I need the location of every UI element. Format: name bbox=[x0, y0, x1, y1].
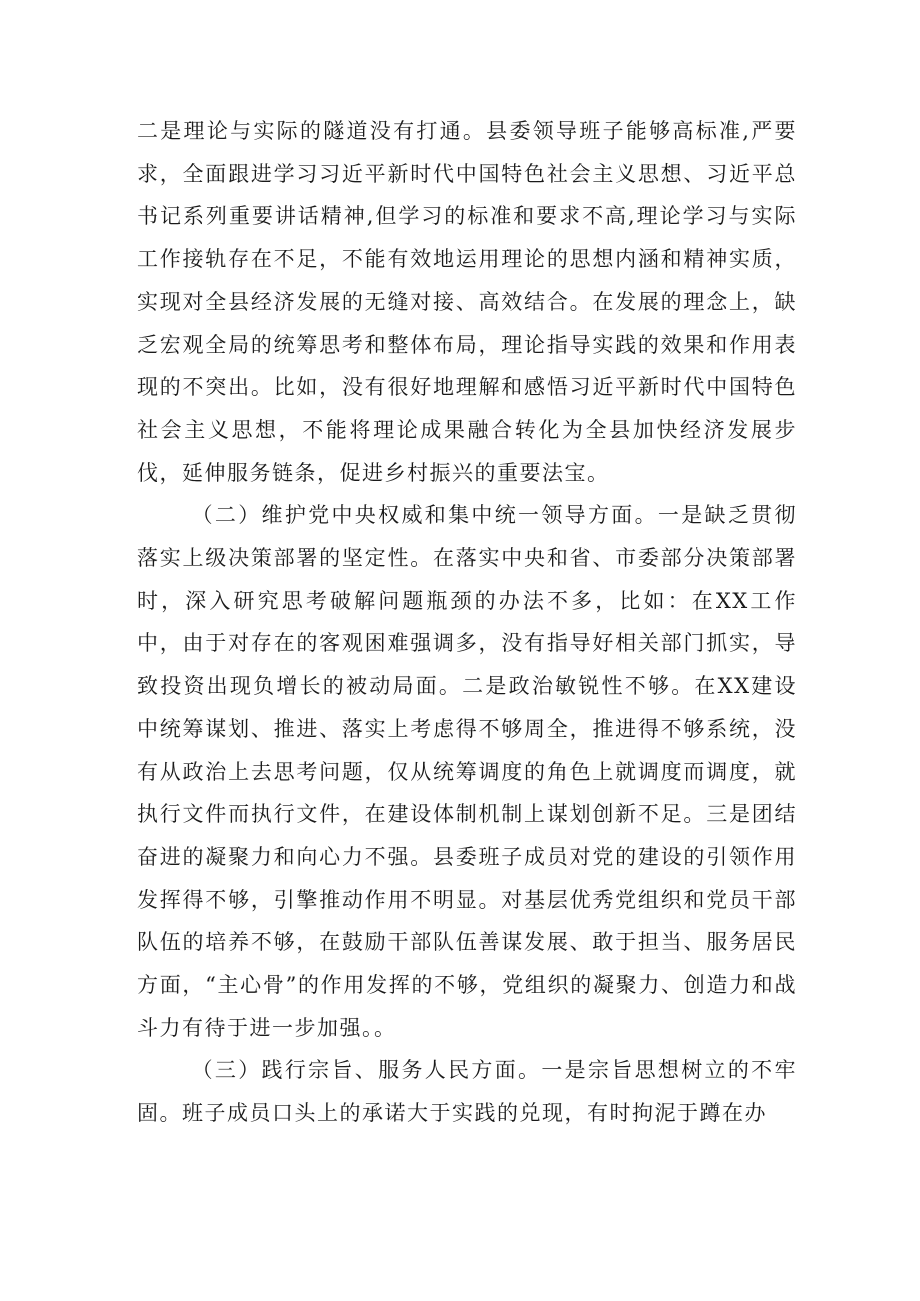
paragraph-serve-people: （三）践行宗旨、服务人民方面。一是宗旨思想树立的不牢固。班子成员口头上的承诺大于实践的兑现，有时拘泥于蹲在办 bbox=[137, 1058, 797, 1126]
paragraph-party-authority: （二）维护党中央权威和集中统一领导方面。一是缺乏贯彻落实上级决策部署的坚定性。在落实中央和省、市委部分决策部署时，深入研究思考破解问题瓶颈的办法不多，比如：在XX工作中，由于对存在的客观困难强调多，没有指导好相关部门抓实，导致投资出现负增长的被动局面。二是政治敏锐性不够。在XX建设中统筹谋划、推进、落实上考虑得不够周全，推进得不够系统，没有从政治上去思考问题，仅从统筹调度的角色上就调度而调度，就执行文件而执行文件，在建设体制机制上谋划创新不足。三是团结奋进的凝聚力和向心力不强。县委班子成员对党的建设的引领作用发挥得不够，引擎推动作用不明显。对基层优秀党组织和党员干部队伍的培养不够，在鼓励干部队伍善谋发展、敢于担当、服务居民方面，“主心骨”的作用发挥的不够，党组织的凝聚力、创造力和战斗力有待于进一步加强。。 bbox=[137, 503, 797, 1040]
document-body bbox=[137, 110, 797, 1135]
paragraph-theory-practice: 二是理论与实际的隧道没有打通。县委领导班子能够高标准,严要求，全面跟进学习习近平新时代中国特色社会主义思想、习近平总书记系列重要讲话精神,但学习的标准和要求不高,理论学习与实际工作接轨存在不足，不能有效地运用理论的思想内涵和精神实质，实现对全县经济发展的无缝对接、高效结合。在发展的理念上，缺乏宏观全局的统筹思考和整体布局，理论指导实践的效果和作用表现的不突出。比如，没有很好地理解和感悟习近平新时代中国特色社会主义思想，不能将理论成果融合转化为全县加快经济发展步伐，延伸服务链条，促进乡村振兴的重要法宝。 bbox=[137, 119, 797, 485]
